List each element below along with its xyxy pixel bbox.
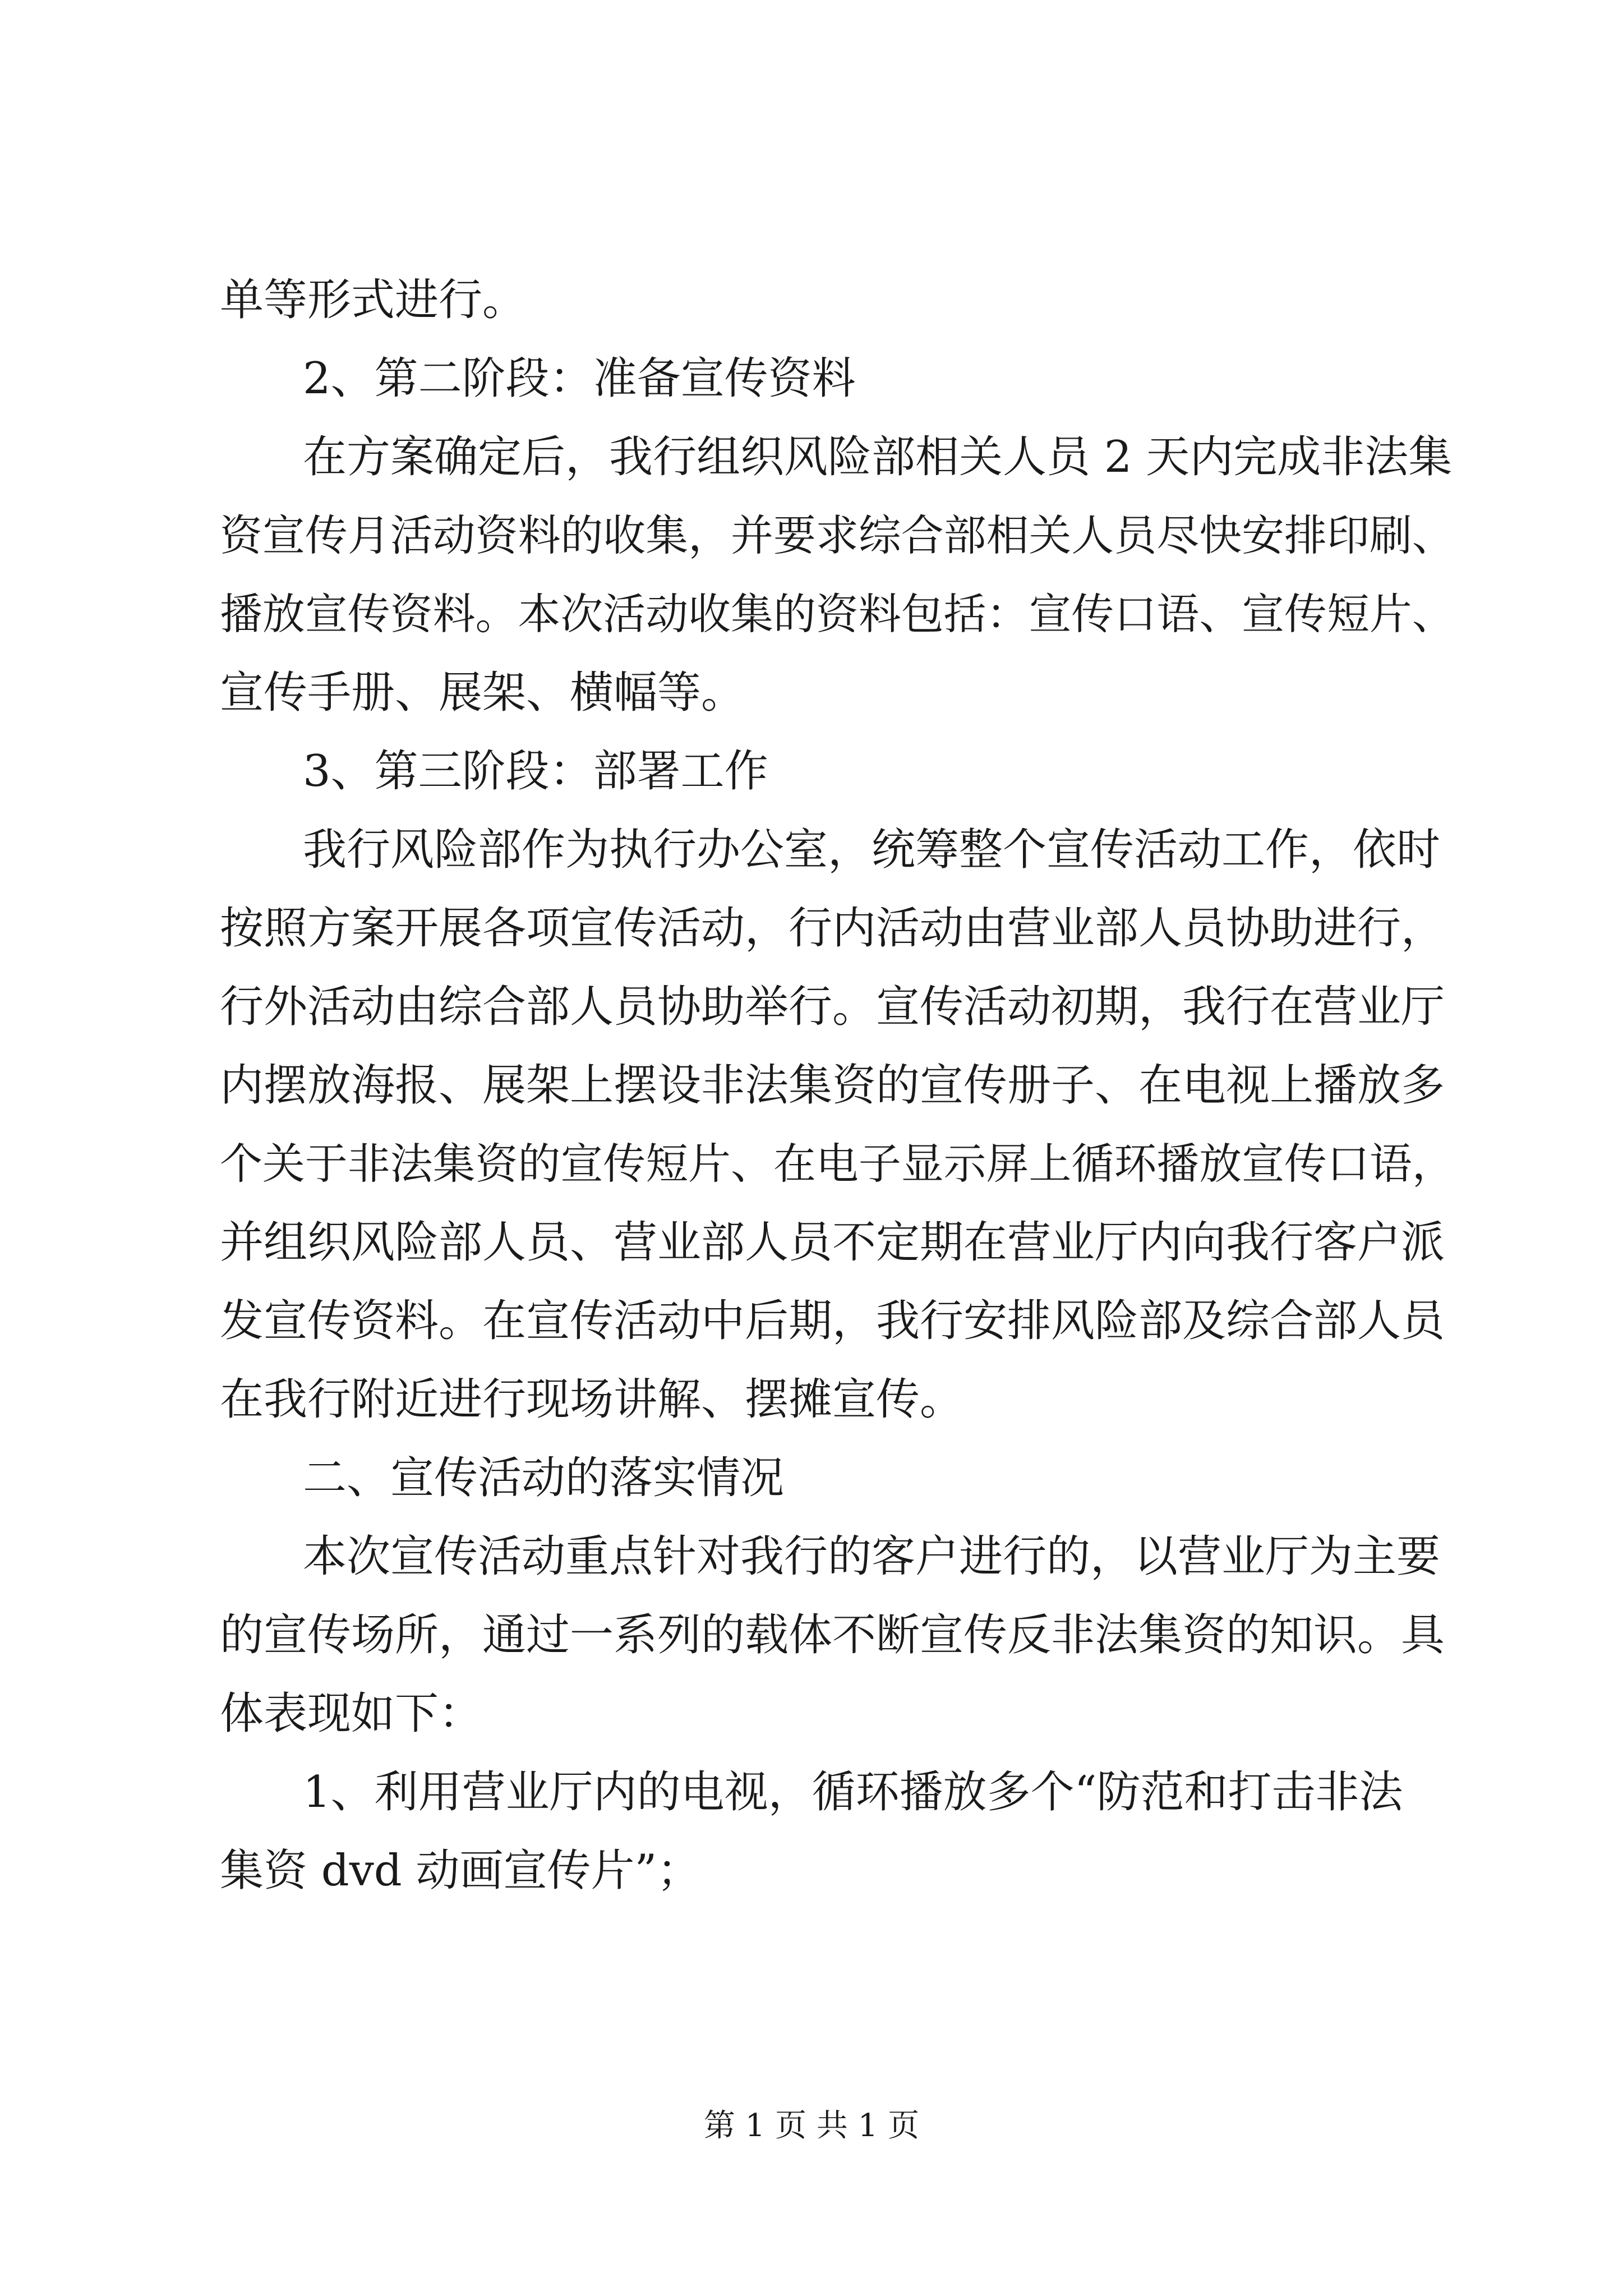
text-line: 在方案确定后，我行组织风险部相关人员 2 天内完成非法集 (303, 432, 1453, 482)
section-heading: 二、宣传活动的落实情况 (303, 1453, 785, 1503)
text-line: 资宣传月活动资料的收集，并要求综合部相关人员尽快安排印刷、 (220, 511, 1455, 560)
section-heading: 2、第二阶段：准备宣传资料 (303, 353, 856, 404)
text-line: 个关于非法集资的宣传短片、在电子显示屏上循环播放宣传口语， (220, 1139, 1455, 1189)
text-line: 按照方案开展各项宣传活动，行内活动由营业部人员协助进行， (220, 903, 1445, 954)
text-line: 并组织风险部人员、营业部人员不定期在营业厅内向我行客户派 (220, 1217, 1445, 1268)
text-line: 体表现如下： (220, 1688, 483, 1739)
text-line: 行外活动由综合部人员协助举行。宣传活动初期，我行在营业厅 (220, 982, 1445, 1032)
text-line: 发宣传资料。在宣传活动中后期，我行安排风险部及综合部人员 (220, 1296, 1445, 1346)
text-line: 集资 dvd 动画宣传片”； (220, 1846, 701, 1896)
text-line: 我行风险部作为执行办公室，统筹整个宣传活动工作，依时 (303, 825, 1441, 875)
text-line: 播放宣传资料。本次活动收集的资料包括：宣传口语、宣传短片、 (220, 590, 1455, 639)
section-heading: 3、第三阶段：部署工作 (303, 746, 768, 797)
text-line: 宣传手册、展架、横幅等。 (220, 668, 745, 718)
paragraph-line (303, 429, 1453, 485)
text-line: 单等形式进行。 (220, 275, 527, 325)
text-line: 的宣传场所，通过一系列的载体不断宣传反非法集资的知识。具 (220, 1610, 1445, 1660)
text-line: 本次宣传活动重点针对我行的客户进行的，以营业厅为主要 (303, 1531, 1441, 1582)
text-line: 在我行附近进行现场讲解、摆摊宣传。 (220, 1374, 964, 1425)
text-line: 内摆放海报、展架上摆设非法集资的宣传册子、在电视上播放多 (220, 1060, 1445, 1111)
page-footer: 第 1 页 共 1 页 (703, 2108, 920, 2144)
text-line: 1、利用营业厅内的电视，循环播放多个“防范和打击非法 (303, 1767, 1403, 1818)
